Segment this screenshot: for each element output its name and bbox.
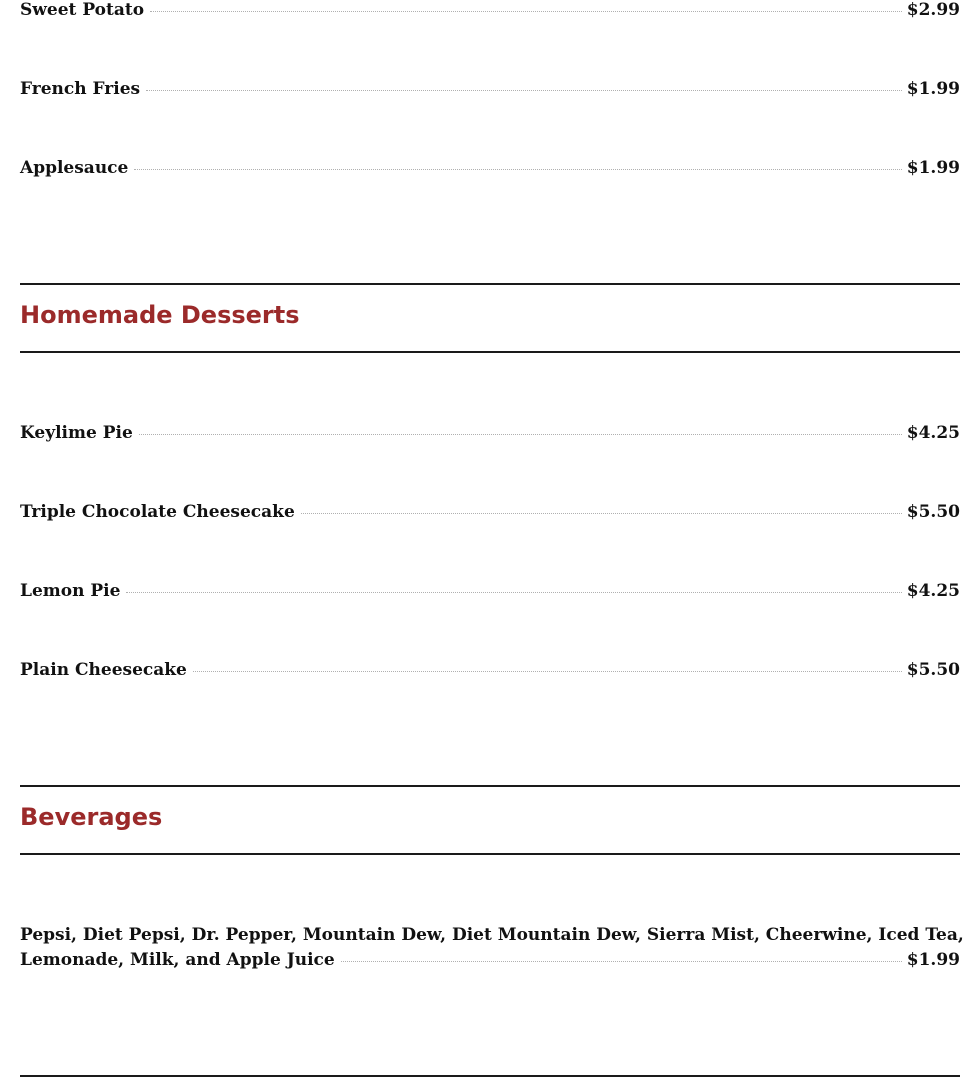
section-title-beverages: Beverages	[20, 803, 163, 831]
menu-item-name-line1: Pepsi, Diet Pepsi, Dr. Pepper, Mountain Dew, Diet Mountain Dew, Sierra Mist, Cheerwine, Iced Tea,	[20, 925, 964, 945]
menu-item-french-fries	[20, 77, 960, 102]
menu-item-price: $1.99	[906, 158, 960, 178]
menu-item-beverages	[20, 923, 964, 973]
menu-item-name: Applesauce	[20, 158, 129, 178]
dotted-leader	[134, 169, 901, 170]
dotted-leader	[150, 11, 902, 12]
menu-item-price: $5.50	[906, 660, 960, 680]
menu-item-keylime-pie	[20, 421, 960, 446]
dotted-leader	[139, 434, 902, 435]
menu-item-name: Keylime Pie	[20, 423, 133, 443]
section-divider-bottom	[20, 853, 960, 855]
menu-item-applesauce	[20, 156, 960, 181]
menu-item-sweet-potato	[20, 0, 960, 23]
menu-item-name: French Fries	[20, 79, 141, 99]
menu-item-price: $1.99	[906, 79, 960, 99]
dotted-leader	[301, 513, 902, 514]
menu-item-price: $1.99	[906, 950, 960, 970]
menu-item-name: Plain Cheesecake	[20, 660, 187, 680]
menu-item-name-line2: Lemonade, Milk, and Apple Juice	[20, 950, 335, 970]
menu-item-price: $2.99	[906, 0, 960, 20]
dotted-leader	[126, 592, 901, 593]
menu-item-name: Triple Chocolate Cheesecake	[20, 502, 295, 522]
menu-item-plain-cheesecake	[20, 658, 960, 683]
menu-item-lemon-pie	[20, 579, 960, 604]
dotted-leader	[146, 90, 902, 91]
menu-item-name: Lemon Pie	[20, 581, 121, 601]
menu-item-row	[20, 948, 960, 973]
dotted-leader	[341, 961, 902, 962]
section-divider-top	[20, 1075, 960, 1077]
menu-item-price: $4.25	[906, 423, 960, 443]
section-divider-bottom	[20, 351, 960, 353]
section-divider-top	[20, 785, 960, 787]
section-title-desserts: Homemade Desserts	[20, 301, 300, 329]
section-divider-top	[20, 283, 960, 285]
menu-item-name: Sweet Potato	[20, 0, 145, 20]
menu-item-price: $5.50	[906, 502, 960, 522]
menu-item-triple-chocolate-cheesecake	[20, 500, 960, 525]
dotted-leader	[193, 671, 902, 672]
menu-item-price: $4.25	[906, 581, 960, 601]
